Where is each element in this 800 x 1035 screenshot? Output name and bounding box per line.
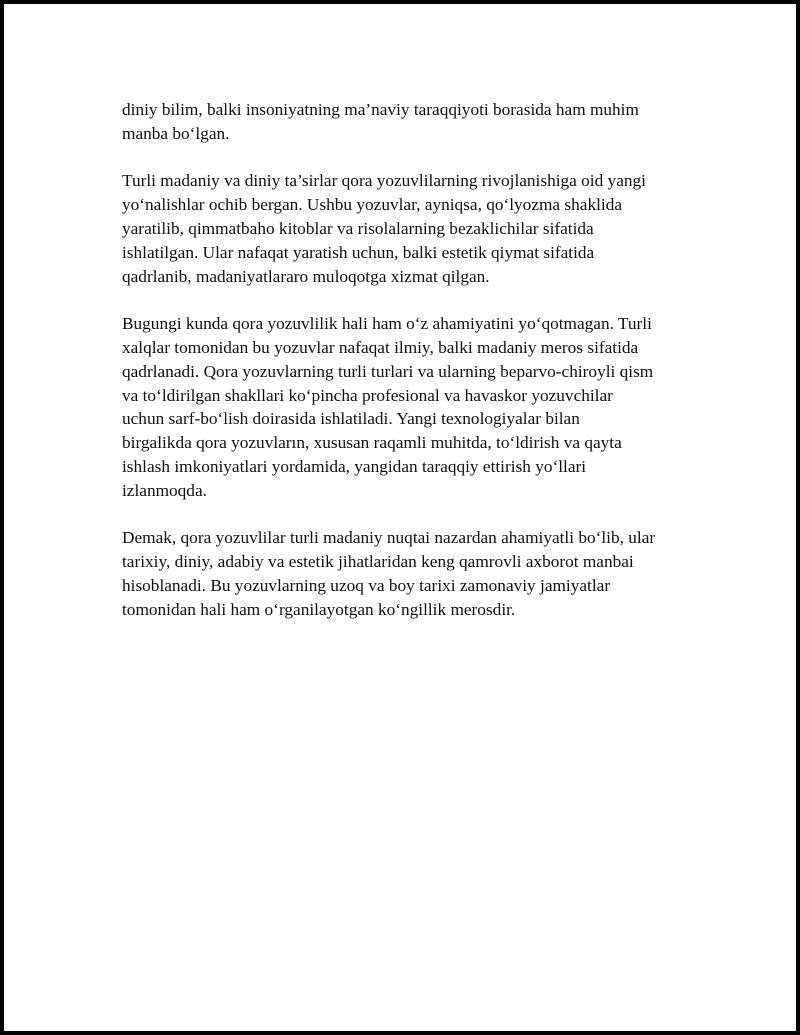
text-line: yaratilib, qimmatbaho kitoblar va risolalarning bezaklichilar sifatida xyxy=(122,218,594,238)
text-line: ishlatilgan. Ular nafaqat yaratish uchun, balki estetik qiymat sifatida xyxy=(122,242,595,262)
text-line: Bugungi kunda qora yozuvlilik hali ham oʻz ahamiyatini yoʻqotmagan. Turli xyxy=(122,314,652,334)
text-line: xalqlar tomonidan bu yozuvlar nafaqat ilmiy, balki madaniy meros sifatida xyxy=(122,337,639,357)
document-body xyxy=(122,98,702,645)
text-line: birgalikda qora yozuvların, xususan raqamli muhitda, toʻldirish va qayta xyxy=(122,433,622,453)
text-line: izlanmoqda. xyxy=(122,480,207,500)
text-line: Turli madaniy va diniy ta’sirlar qora yozuvlilarning rivojlanishiga oid yangi xyxy=(122,171,646,191)
paragraph-2 xyxy=(122,169,702,288)
text-line: diniy bilim, balki insoniyatning ma’naviy taraqqiyoti borasida ham muhim xyxy=(122,100,639,119)
text-line: qadrlanib, madaniyatlararo muloqotga xizmat qilgan. xyxy=(122,266,490,286)
text-line: manba boʻlgan. xyxy=(122,123,230,143)
paragraph-3 xyxy=(122,312,702,502)
text-line: tarixiy, diniy, adabiy va estetik jihatlaridan keng qamrovli axborot manbai xyxy=(122,552,634,572)
paragraph-4 xyxy=(122,526,702,621)
text-line: uchun sarf-boʻlish doirasida ishlatiladi. Yangi texnologiyalar bilan xyxy=(122,409,580,429)
text-line: qadrlanadi. Qora yozuvlarning turli turlari va ularning beparvo-chiroyli qism xyxy=(122,361,654,381)
paragraph-1 xyxy=(122,98,702,146)
text-line: hisoblanadi. Bu yozuvlarning uzoq va boy tarixi zamonaviy jamiyatlar xyxy=(122,575,611,595)
text-line: yoʻnalishlar ochib bergan. Ushbu yozuvlar, ayniqsa, qoʻlyozma shaklida xyxy=(122,195,623,215)
text-line: ishlash imkoniyatlari yordamida, yangidan taraqqiy ettirish yoʻllari xyxy=(122,456,587,476)
text-line: tomonidan hali ham oʻrganilayotgan koʻngillik merosdir. xyxy=(122,599,516,619)
text-line: Demak, qora yozuvlilar turli madaniy nuqtai nazardan ahamiyatli boʻlib, ular xyxy=(122,528,656,548)
text-line: va toʻldirilgan shakllari koʻpincha profesional va havaskor yozuvchilar xyxy=(122,385,613,405)
